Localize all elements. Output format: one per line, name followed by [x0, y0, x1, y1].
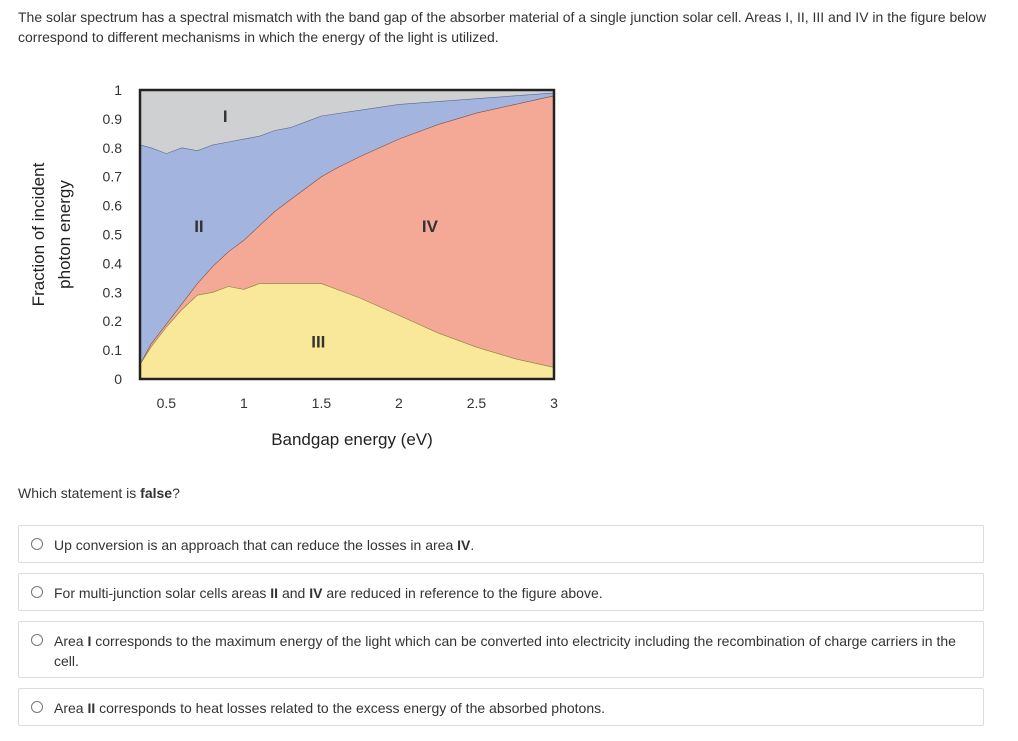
y-tick-label: 0.2: [102, 313, 122, 330]
option-bold-text: II: [270, 585, 279, 601]
y-tick-label: 0.8: [102, 139, 122, 156]
chart: [0, 78, 600, 458]
intro-text: The solar spectrum has a spectral mismatch with the band gap of the absorber material of a single junction solar cell. Areas I, II, III and IV in the figure below correspond to different mechanisms in which the energy of the light is utilized.: [18, 9, 987, 45]
x-tick-label: 0.5: [156, 395, 177, 411]
answer-option-2[interactable]: [18, 573, 984, 611]
area-label: I: [222, 107, 228, 127]
option-text-segment: and: [278, 585, 310, 601]
answer-option-text: [54, 633, 956, 669]
x-tick-label: 3: [550, 395, 558, 411]
option-bold-text: II: [87, 700, 96, 716]
x-axis-label: Bandgap energy (eV): [271, 430, 433, 449]
radio-button[interactable]: [31, 634, 43, 646]
area-label: III: [311, 332, 326, 352]
x-tick-label: 1: [239, 395, 248, 411]
y-axis-label-line1: Fraction of incident: [29, 162, 48, 307]
area-label: IV: [421, 216, 438, 236]
y-tick-label: 0.6: [102, 197, 122, 214]
option-text-segment: Area: [54, 633, 88, 649]
y-tick-label: 0: [114, 371, 122, 387]
question-bold: false: [140, 485, 173, 501]
answer-option-text: [54, 585, 603, 601]
question-suffix: ?: [172, 485, 180, 501]
area-label: II: [194, 216, 204, 236]
y-tick-label: 0.9: [102, 110, 122, 127]
y-tick-label: 0.4: [102, 255, 122, 272]
option-text-segment: For multi-junction solar cells areas: [54, 585, 271, 601]
radio-button[interactable]: [31, 538, 43, 550]
radio-button[interactable]: [31, 701, 43, 713]
y-tick-label: 0.5: [102, 226, 122, 243]
x-tick-label: 2.5: [466, 395, 487, 411]
x-tick-label: 1.5: [311, 395, 332, 411]
y-tick-labels: [103, 82, 123, 387]
answer-option-3[interactable]: [18, 621, 984, 678]
option-bold-text: I: [87, 633, 92, 649]
x-tick-label: 2: [395, 395, 403, 411]
option-text-segment: Area: [54, 700, 88, 716]
option-text-segment: Up conversion is an approach that can reduce the losses in area: [54, 537, 458, 553]
radio-button[interactable]: [31, 586, 43, 598]
y-axis-label-line2: photon energy: [55, 180, 74, 289]
chart-svg: [0, 78, 600, 458]
option-text-segment: .: [470, 537, 475, 553]
answer-option-4[interactable]: [18, 688, 984, 726]
question-prefix: Which statement is: [18, 485, 141, 501]
y-tick-label: 0.1: [102, 342, 122, 359]
answer-option-text: [54, 537, 474, 553]
answer-option-1[interactable]: [18, 525, 984, 563]
x-tick-labels: [157, 395, 558, 411]
y-tick-label: 0.7: [102, 168, 122, 185]
answer-option-text: [54, 700, 605, 716]
y-tick-label: 1: [114, 82, 122, 98]
option-bold-text: IV: [309, 585, 323, 601]
option-bold-text: IV: [457, 537, 471, 553]
question-text: [18, 485, 180, 501]
y-tick-label: 0.3: [102, 284, 122, 301]
option-text-segment: corresponds to the maximum energy of the light which can be converted into electricity including the recombination of charge carriers in the cell.: [54, 633, 956, 669]
option-text-segment: are reduced in reference to the figure above.: [322, 585, 603, 601]
option-text-segment: corresponds to heat losses related to the excess energy of the absorbed photons.: [95, 700, 606, 716]
